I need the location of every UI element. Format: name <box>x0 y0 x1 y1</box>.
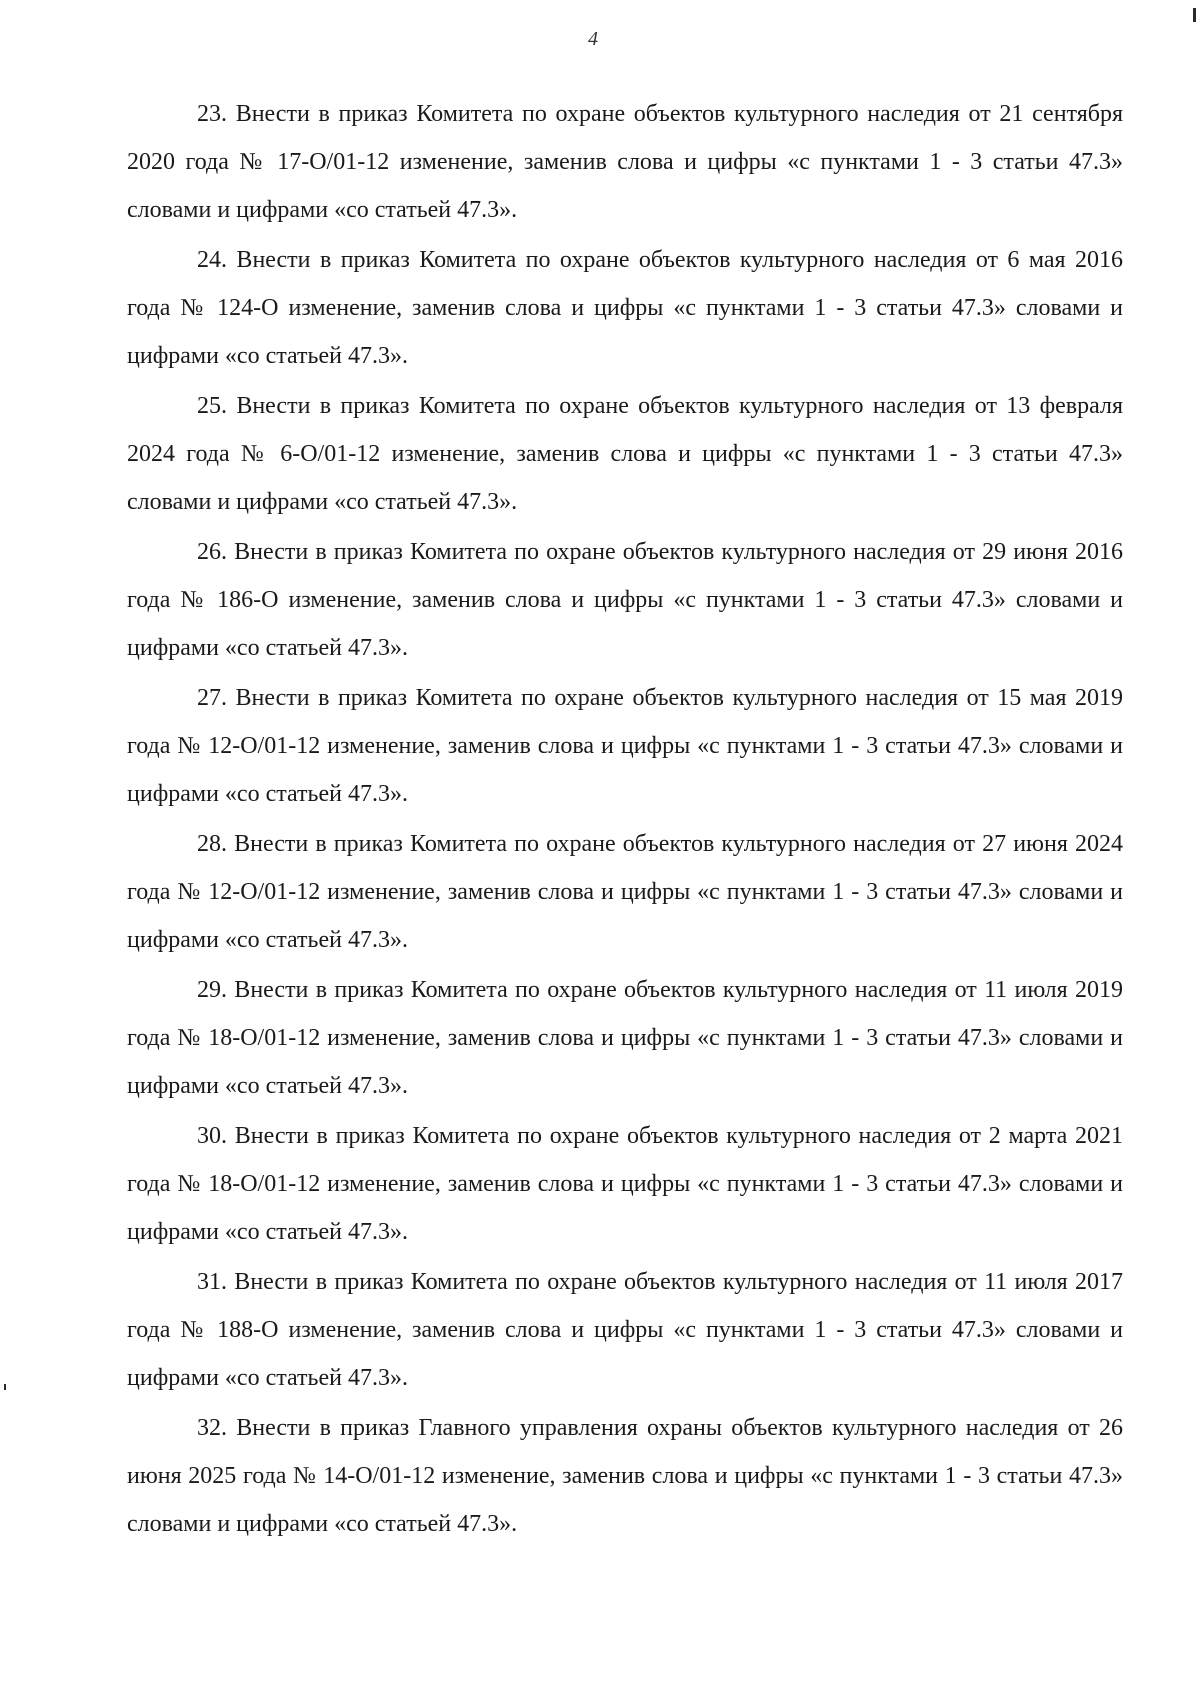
page-number: 4 <box>588 28 598 50</box>
paragraph-item-31: 31. Внести в приказ Комитета по охране объектов культурного наследия от 11 июля 2017 года № 188-О изменение, заменив слова и цифры «с пунктами 1 - 3 статьи 47.3» словами и цифрами «со статьей 47.3». <box>127 1269 1123 1391</box>
paragraph-item-29: 29. Внести в приказ Комитета по охране объектов культурного наследия от 11 июля 2019 года № 18-О/01-12 изменение, заменив слова и цифры «с пунктами 1 - 3 статьи 47.3» словами и цифрами «со статьей 47.3». <box>127 977 1123 1099</box>
paragraph-item-27: 27. Внести в приказ Комитета по охране объектов культурного наследия от 15 мая 2019 года № 12-О/01-12 изменение, заменив слова и цифры «с пунктами 1 - 3 статьи 47.3» словами и цифрами «со статьей 47.3». <box>127 685 1123 807</box>
paragraph-item-30: 30. Внести в приказ Комитета по охране объектов культурного наследия от 2 марта 2021 года № 18-О/01-12 изменение, заменив слова и цифры «с пунктами 1 - 3 статьи 47.3» словами и цифрами «со статьей 47.3». <box>127 1123 1123 1245</box>
scan-artifact-mark <box>1193 8 1196 22</box>
paragraph-item-24: 24. Внести в приказ Комитета по охране объектов культурного наследия от 6 мая 2016 года № 124-О изменение, заменив слова и цифры «с пунктами 1 - 3 статьи 47.3» словами и цифрами «со статьей 47.3». <box>127 247 1123 369</box>
document-body <box>127 90 1123 1550</box>
paragraph-item-23: 23. Внести в приказ Комитета по охране объектов культурного наследия от 21 сентября 2020 года № 17-О/01-12 изменение, заменив слова и цифры «с пунктами 1 - 3 статьи 47.3» словами и цифрами «со статьей 47.3». <box>127 101 1123 223</box>
paragraph-item-28: 28. Внести в приказ Комитета по охране объектов культурного наследия от 27 июня 2024 года № 12-О/01-12 изменение, заменив слова и цифры «с пунктами 1 - 3 статьи 47.3» словами и цифрами «со статьей 47.3». <box>127 831 1123 953</box>
paragraph-item-32: 32. Внести в приказ Главного управления охраны объектов культурного наследия от 26 июня 2025 года № 14-О/01-12 изменение, заменив слова и цифры «с пунктами 1 - 3 статьи 47.3» словами и цифрами «со статьей 47.3». <box>127 1415 1123 1537</box>
scan-artifact-mark <box>4 1384 6 1390</box>
paragraph-item-26: 26. Внести в приказ Комитета по охране объектов культурного наследия от 29 июня 2016 года № 186-О изменение, заменив слова и цифры «с пунктами 1 - 3 статьи 47.3» словами и цифрами «со статьей 47.3». <box>127 539 1123 661</box>
paragraph-item-25: 25. Внести в приказ Комитета по охране объектов культурного наследия от 13 февраля 2024 года № 6-О/01-12 изменение, заменив слова и цифры «с пунктами 1 - 3 статьи 47.3» словами и цифрами «со статьей 47.3». <box>127 393 1123 515</box>
